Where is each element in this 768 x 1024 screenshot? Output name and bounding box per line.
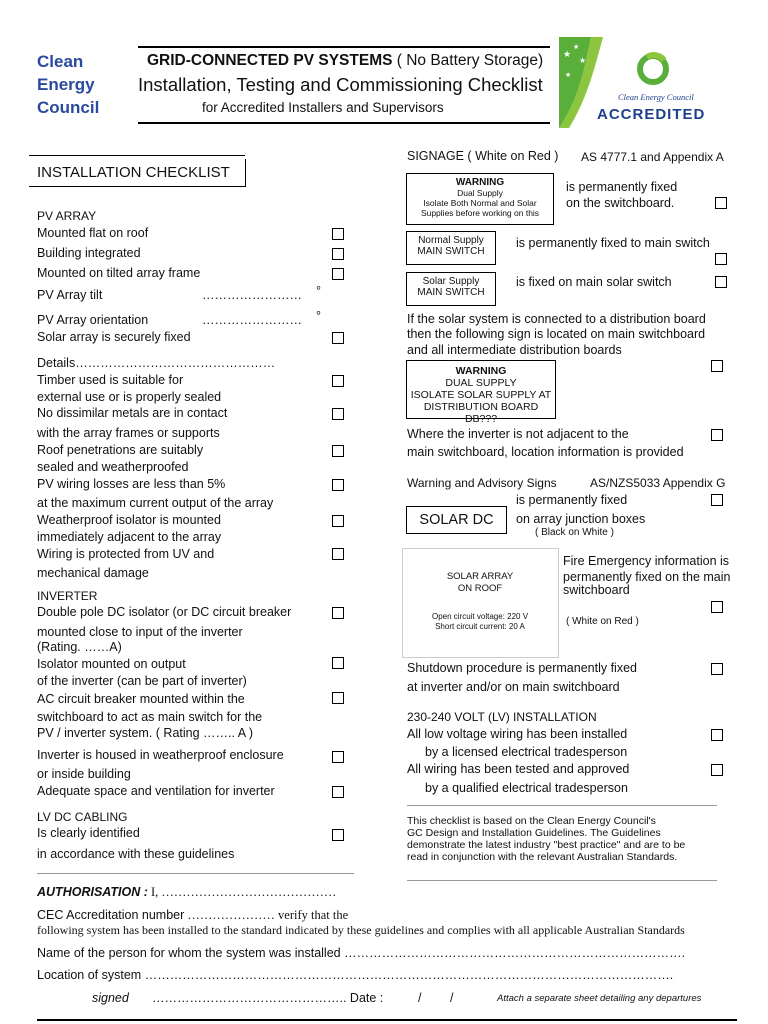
- dist-sign-title: WARNING: [455, 365, 507, 377]
- date-slash-1: /: [418, 991, 422, 1005]
- isolator-line-2: immediately adjacent to the array: [37, 530, 222, 544]
- white-on-red-note: ( White on Red ): [566, 616, 639, 627]
- warning-sign-title: WARNING: [455, 177, 505, 188]
- checkbox-isolator[interactable]: [332, 515, 344, 527]
- vent-line: Adequate space and ventilation for inverter: [37, 784, 275, 798]
- metals-line-2: with the array frames or supports: [37, 426, 220, 440]
- signage-standard: AS 4777.1 and Appendix A: [581, 150, 724, 164]
- checkbox-solar-dc[interactable]: [711, 494, 723, 506]
- checkbox-location-info[interactable]: [711, 429, 723, 441]
- checkbox-building-integrated[interactable]: [332, 248, 344, 260]
- dist-line-3: and all intermediate distribution boards: [407, 343, 622, 357]
- cec-accredited-logo: [557, 37, 740, 128]
- pv-item-integrated: Building integrated: [37, 246, 141, 260]
- doc-subtitle: Installation, Testing and Commissioning Checklist: [138, 74, 543, 95]
- lv-a-line-2: by a licensed electrical tradesperson: [425, 745, 628, 759]
- authorisation-i-field[interactable]: I, ……………………………………: [147, 885, 337, 899]
- checkbox-mounted-flat[interactable]: [332, 228, 344, 240]
- timber-line-2: external use or is properly sealed: [37, 390, 222, 404]
- warning-sign-line-2: Isolate Both Normal and Solar: [423, 198, 537, 208]
- svg-text:★: ★: [563, 49, 572, 59]
- dist-sign-line-2: ISOLATE SOLAR SUPPLY AT: [410, 389, 552, 401]
- tilt-degree: °: [316, 284, 321, 298]
- guidelines-note: [407, 815, 685, 863]
- note-line-2: GC Design and Installation Guidelines. The Guidelines: [407, 827, 661, 839]
- note-line-3: demonstrate the latest industry "best practice" and are to be: [407, 839, 686, 851]
- cec-number-line: CEC Accreditation number ………………… verify that the: [37, 908, 349, 922]
- orientation-degree: °: [316, 309, 321, 323]
- dp-line-1: Double pole DC isolator (or DC circuit breaker: [37, 605, 292, 619]
- attach-note: Attach a separate sheet detailing any departures: [497, 993, 702, 1004]
- solar-supply-sign: [406, 272, 496, 306]
- ac-line-2: switchboard to act as main switch for the: [37, 710, 263, 724]
- checkbox-metals[interactable]: [332, 408, 344, 420]
- ac-line-1: AC circuit breaker mounted within the: [37, 692, 245, 706]
- normal-supply-sign: [406, 231, 496, 265]
- checkbox-normal-supply[interactable]: [715, 253, 727, 265]
- timber-line-1: Timber used is suitable for: [37, 373, 184, 387]
- fire-emergency-sign: [402, 548, 559, 658]
- org-name-line-2: Energy: [37, 75, 95, 94]
- black-on-white-note: ( Black on White ): [535, 527, 614, 538]
- checkbox-lv-installed[interactable]: [711, 729, 723, 741]
- lvdc-line-2: in accordance with these guidelines: [37, 847, 235, 861]
- tilt-field[interactable]: ……………………: [202, 288, 302, 302]
- wiring-line-1: Wiring is protected from UV and: [37, 547, 215, 561]
- org-name-line-1: Clean: [37, 52, 84, 71]
- normal-sign-line-2: MAIN SWITCH: [417, 246, 485, 257]
- logo-accredited-text: ACCREDITED: [597, 106, 706, 123]
- fire-line-2: permanently fixed on the main: [563, 570, 731, 584]
- header-top-rule: [138, 46, 550, 48]
- inverter-title: INVERTER: [37, 589, 98, 603]
- checkbox-dp-isolator[interactable]: [332, 607, 344, 619]
- checkbox-timber[interactable]: [332, 375, 344, 387]
- warning-sign-line-3: Supplies before working on this: [420, 208, 540, 218]
- iso-line-2: of the inverter (can be part of inverter): [37, 674, 247, 688]
- solar-dc-sign: SOLAR DC: [406, 506, 507, 534]
- fire-line-1: Fire Emergency information is: [563, 554, 730, 568]
- iso-line-1: Isolator mounted on output: [37, 657, 186, 671]
- tilt-label: PV Array tilt: [37, 288, 103, 302]
- lv-a-line-1: All low voltage wiring has been installed: [407, 727, 628, 741]
- solar-sign-line-2: MAIN SWITCH: [417, 287, 485, 298]
- svg-text:★: ★: [573, 44, 580, 51]
- lv-b-line-1: All wiring has been tested and approved: [407, 762, 630, 776]
- dp-line-2: mounted close to input of the inverter: [37, 625, 243, 639]
- left-section-rule: [37, 873, 354, 874]
- dp-line-3: (Rating. ……A): [37, 640, 122, 654]
- authorisation-line: AUTHORISATION : I, ……………………………………: [37, 885, 337, 899]
- roof-line-1: Roof penetrations are suitably: [37, 443, 204, 457]
- shutdown-line-2: at inverter and/or on main switchboard: [407, 680, 620, 694]
- checkbox-warning-switchboard[interactable]: [715, 197, 727, 209]
- checkbox-roof[interactable]: [332, 445, 344, 457]
- pv-item-flat: Mounted flat on roof: [37, 226, 149, 240]
- housed-line-1: Inverter is housed in weatherproof enclosure: [37, 748, 284, 762]
- fire-sign-line-3: Open circuit voltage: 220 V: [431, 612, 529, 621]
- metals-line-1: No dissimilar metals are in contact: [37, 406, 228, 420]
- checkbox-wiring-uv[interactable]: [332, 548, 344, 560]
- doc-title: GRID-CONNECTED PV SYSTEMS ( No Battery Storage): [147, 52, 544, 69]
- svg-text:★: ★: [565, 72, 572, 79]
- checkbox-securely-fixed[interactable]: [332, 332, 344, 344]
- checkbox-output-isolator[interactable]: [332, 657, 344, 669]
- checkbox-distribution-sign[interactable]: [711, 360, 723, 372]
- pv-array-title: PV ARRAY: [37, 209, 97, 223]
- normal-desc: is permanently fixed to main switch: [516, 236, 710, 250]
- losses-line-1: PV wiring losses are less than 5%: [37, 477, 226, 491]
- fire-sign-line-4: Short circuit current: 20 A: [435, 622, 525, 631]
- dist-line-2: then the following sign is located on main switchboard: [407, 327, 706, 341]
- advisory-standard: AS/NZS5033 Appendix G: [590, 476, 726, 490]
- junction-text: on array junction boxes: [516, 512, 646, 526]
- checkbox-fire-emergency[interactable]: [711, 601, 723, 613]
- pv-item-tilted: Mounted on tilted array frame: [37, 266, 201, 280]
- dist-line-1: If the solar system is connected to a distribution board: [407, 312, 706, 326]
- installation-heading-rule: [29, 155, 245, 156]
- header-bottom-rule: [138, 122, 550, 124]
- notadj-line-2: main switchboard, location information is provided: [407, 445, 684, 459]
- following-statement: following system has been installed to the standard indicated by these guidelines and complies with all applicable Australian Standards: [37, 923, 685, 937]
- location-field[interactable]: Location of system ……………………………………………………………………………………………………………….: [37, 968, 674, 982]
- shutdown-line-1: Shutdown procedure is permanently fixed: [407, 661, 637, 675]
- lv-title: 230-240 VOLT (LV) INSTALLATION: [407, 710, 597, 724]
- fire-sign-line-1: SOLAR ARRAY: [446, 571, 514, 582]
- solar-desc: is fixed on main solar switch: [516, 275, 672, 289]
- checkbox-ac-breaker[interactable]: [332, 692, 344, 704]
- normal-sign-line-1: Normal Supply: [418, 235, 484, 246]
- checkbox-tilted-frame[interactable]: [332, 268, 344, 280]
- signature-date-field[interactable]: ……………………………………….. Date :: [152, 991, 384, 1005]
- lv-b-line-2: by a qualified electrical tradesperson: [425, 781, 628, 795]
- secure-label: Solar array is securely fixed: [37, 330, 191, 344]
- losses-line-2: at the maximum current output of the array: [37, 496, 274, 510]
- note-line-4: read in conjunction with the relevant Australian Standards.: [407, 851, 678, 863]
- solar-sign-line-1: Solar Supply: [422, 276, 480, 287]
- orientation-label: PV Array orientation: [37, 313, 149, 327]
- advisory-perm: is permanently fixed: [516, 493, 628, 507]
- orientation-field[interactable]: ……………………: [202, 313, 302, 327]
- dist-sign-line-3: DISTRIBUTION BOARD DB???: [423, 401, 539, 425]
- dist-sign-line-1: DUAL SUPPLY: [445, 377, 517, 389]
- installation-heading: INSTALLATION CHECKLIST: [37, 164, 230, 181]
- roof-line-2: sealed and weatherproofed: [37, 460, 189, 474]
- checkbox-solar-supply[interactable]: [715, 276, 727, 288]
- checkbox-lvdc[interactable]: [332, 829, 344, 841]
- signage-title: SIGNAGE ( White on Red ): [407, 149, 559, 163]
- details-field[interactable]: Details…………………………………………: [37, 356, 276, 370]
- warning-sign-line-1: Dual Supply: [457, 188, 503, 198]
- warn1-desc-2: on the switchboard.: [566, 196, 675, 210]
- warning-sign-distribution: [406, 360, 556, 425]
- cec-number-field[interactable]: …………………: [184, 908, 279, 922]
- warning-sign-dual-supply: [406, 173, 554, 225]
- lvdc-line-1: Is clearly identified: [37, 826, 140, 840]
- lvdc-title: LV DC CABLING: [37, 810, 128, 824]
- footer-rule: [37, 1019, 737, 1021]
- note-bottom-rule: [407, 880, 717, 881]
- customer-name-field[interactable]: Name of the person for whom the system was installed ……………………………………………………………………….: [37, 946, 686, 960]
- fire-line-3: switchboard: [563, 583, 630, 597]
- org-name-line-3: Council: [37, 98, 100, 117]
- note-line-1: This checklist is based on the Clean Energy Council's: [407, 815, 656, 827]
- housed-line-2: or inside building: [37, 767, 131, 781]
- checkbox-housed[interactable]: [332, 751, 344, 763]
- logo-small-text: Clean Energy Council: [618, 92, 694, 102]
- fire-sign-line-2: ON ROOF: [457, 583, 503, 594]
- checkbox-shutdown[interactable]: [711, 663, 723, 675]
- checkbox-losses[interactable]: [332, 479, 344, 491]
- date-slash-2: /: [450, 991, 454, 1005]
- isolator-line-1: Weatherproof isolator is mounted: [37, 513, 221, 527]
- signed-label: signed: [92, 991, 129, 1005]
- note-top-rule: [407, 805, 717, 806]
- ac-line-3: PV / inverter system. ( Rating …….. A ): [37, 726, 254, 740]
- doc-audience: for Accredited Installers and Supervisors: [202, 100, 444, 115]
- svg-text:★: ★: [579, 56, 587, 65]
- advisory-title: Warning and Advisory Signs: [407, 476, 557, 490]
- wiring-line-2: mechanical damage: [37, 566, 149, 580]
- warn1-desc-1: is permanently fixed: [566, 180, 678, 194]
- checkbox-lv-tested[interactable]: [711, 764, 723, 776]
- notadj-line-1: Where the inverter is not adjacent to the: [407, 427, 629, 441]
- checkbox-ventilation[interactable]: [332, 786, 344, 798]
